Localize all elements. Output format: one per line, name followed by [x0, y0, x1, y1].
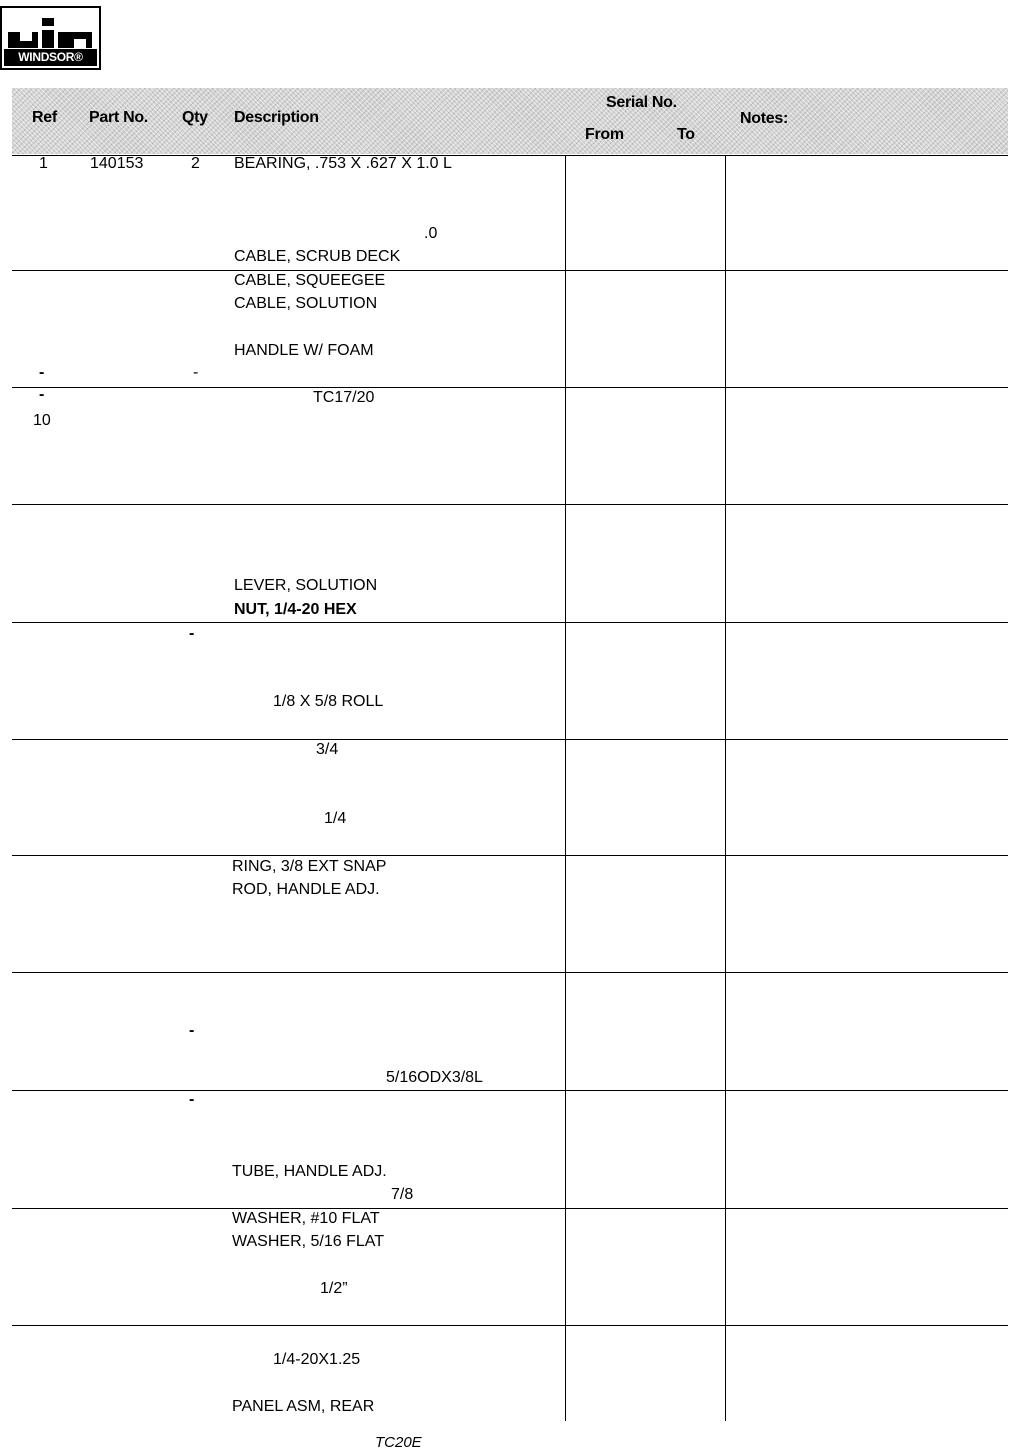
divider: [12, 1208, 1008, 1209]
divider: [12, 155, 1008, 156]
windsor-logo: [0, 6, 101, 70]
row-qty: 2: [191, 155, 200, 172]
row-description: PANEL ASM, REAR: [232, 1398, 375, 1415]
header-to: To: [677, 126, 695, 143]
divider: [12, 622, 1008, 623]
row-description: CABLE, SCRUB DECK: [234, 248, 401, 265]
row-ref: -: [39, 364, 45, 381]
divider: [12, 1090, 1008, 1091]
row-ref: -: [39, 386, 45, 403]
column-divider-from: [565, 155, 566, 1421]
divider: [12, 387, 1008, 388]
header-notes: Notes:: [740, 110, 788, 127]
header-qty: Qty: [182, 109, 208, 126]
divider: [12, 739, 1008, 740]
header-description: Description: [234, 109, 319, 126]
row-qty: -: [193, 364, 199, 381]
table-header: [12, 88, 1008, 154]
row-qty: -: [189, 1022, 195, 1039]
row-ref: 1: [39, 155, 48, 172]
column-divider-notes: [725, 155, 726, 1421]
divider: [12, 504, 1008, 505]
row-description: TUBE, HANDLE ADJ.: [232, 1163, 387, 1180]
row-description: BEARING, .753 X .627 X 1.0 L: [234, 155, 452, 172]
row-qty: -: [189, 1091, 195, 1108]
row-ref: 10: [33, 412, 51, 429]
row-description: CABLE, SQUEEGEE: [234, 272, 386, 289]
row-description: 3/4: [316, 741, 339, 758]
row-description: CABLE, SOLUTION: [234, 295, 378, 312]
row-description: 1/8 X 5/8 ROLL: [273, 693, 384, 710]
row-description: RING, 3/8 EXT SNAP: [232, 858, 387, 875]
row-description: NUT, 1/4-20 HEX: [234, 601, 357, 618]
header-serial-no: Serial No.: [606, 94, 677, 111]
row-description: 1/4-20X1.25: [273, 1351, 361, 1368]
divider: [12, 270, 1008, 271]
header-ref: Ref: [32, 109, 57, 126]
row-description: WASHER, #10 FLAT: [232, 1210, 380, 1227]
row-description: TC17/20: [313, 389, 375, 406]
row-description: WASHER, 5/16 FLAT: [232, 1233, 385, 1250]
divider: [12, 855, 1008, 856]
logo-wordmark: WINDSOR®: [4, 49, 97, 66]
model-footer: TC20E: [375, 1434, 422, 1451]
windsor-emblem-icon: [2, 8, 99, 52]
header-from: From: [585, 126, 624, 143]
text-fragment: .0: [424, 225, 438, 242]
row-qty: -: [189, 625, 195, 642]
header-part-no: Part No.: [89, 109, 148, 126]
row-description: HANDLE W/ FOAM: [234, 342, 374, 359]
row-description: 1/2”: [320, 1280, 348, 1297]
row-part-no: 140153: [90, 155, 144, 172]
row-description: 1/4: [324, 810, 347, 827]
divider: [12, 1325, 1008, 1326]
row-description: ROD, HANDLE ADJ.: [232, 881, 380, 898]
divider: [12, 972, 1008, 973]
row-description: 5/16ODX3/8L: [386, 1069, 483, 1086]
row-description: 7/8: [391, 1186, 414, 1203]
row-description: LEVER, SOLUTION: [234, 577, 378, 594]
